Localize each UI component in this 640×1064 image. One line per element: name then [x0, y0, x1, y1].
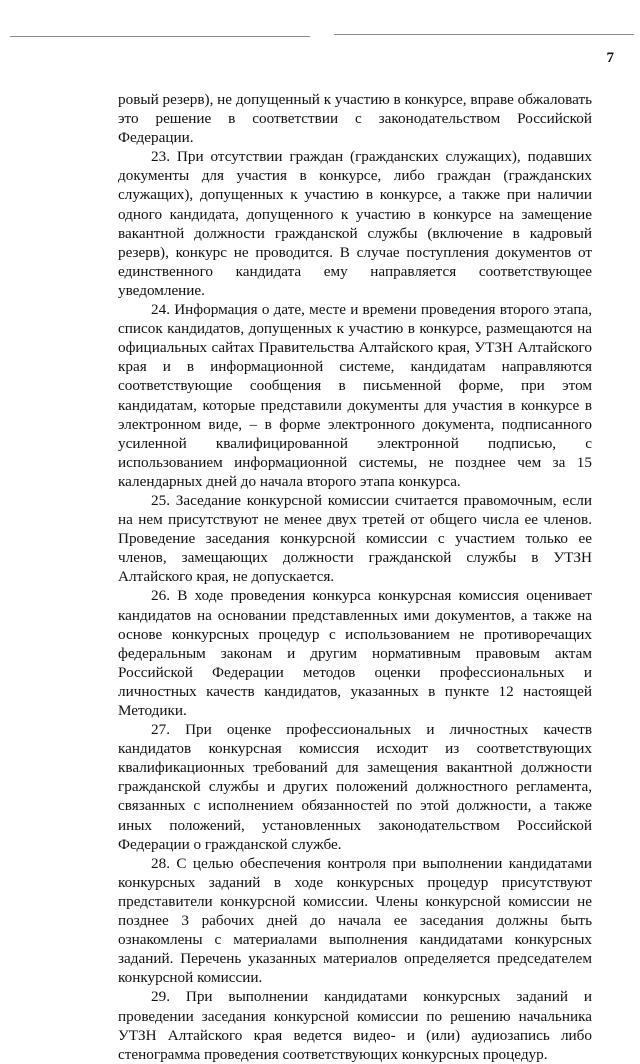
paragraph-26: 26. В ходе проведения конкурса конкурсная комиссия оценивает кандидатов на основании представленных ими документов, а также на основе конкурсных процедур с использованием не противоречащих федеральным законам и другим нормативным правовым актам Российской Федерации методов оценки профессиональных и личностных качеств кандидатов, указанных в пункте 12 настоящей Методики.	[118, 587, 592, 719]
paragraph-24: 24. Информация о дате, месте и времени проведения второго этапа, список кандидатов, допущенных к участию в конкурсе, размещаются на официальных сайтах Правительства Алтайского края, УТЗН Алтайского края и в информационной системе, кандидатам направляются соответствующие сообщения в письменной форме, при этом кандидатам, которые представили документы для участия в конкурсе в электронном виде, – в форме электронного документа, подписанного усиленной квалифицированной электронной подписью, с использованием информационной системы, не позднее чем за 15 календарных дней до начала второго этапа конкурса.	[118, 301, 592, 490]
document-body	[118, 90, 592, 1064]
paragraph-28: 28. С целью обеспечения контроля при выполнении кандидатами конкурсных заданий в ходе конкурсных процедур присутствуют представители конкурсной комиссии. Члены конкурсной комиссии не позднее 3 рабочих дней до начала ее заседания должны быть ознакомлены с материалами выполнения кандидатами конкурсных заданий. Перечень указанных материалов определяется председателем конкурсной комиссии.	[118, 854, 592, 987]
top-scan-line-right	[334, 34, 634, 35]
paragraph-27: 27. При оценке профессиональных и личностных качеств кандидатов конкурсная комиссия исходит из соответствующих квалификационных требований для замещения вакантной должности гражданской службы и других положений должностного регламента, связанных с исполнением обязанностей по этой должности, а также иных положений, установленных законодательством Российской Федерации о гражданской службе.	[118, 721, 592, 853]
paragraph-25: 25. Заседание конкурсной комиссии считается правомочным, если на нем присутствуют не менее двух третей от общего числа ее членов. Проведение заседания конкурсной комиссии с участием только ее членов, замещающих должности гражданской службы в УТЗН Алтайского края, не допускается.	[118, 491, 592, 586]
paragraph-23: 23. При отсутствии граждан (гражданских служащих), подавших документы для участия в конкурсе, либо граждан (гражданских служащих), допущенных к участию в конкурсе, а также при наличии одного кандидата, допущенного к участию в конкурсе на замещение вакантной должности гражданской службы (включение в кадровый резерв), конкурс не проводится. В случае поступления документов от единственного кандидата ему направляется соответствующее уведомление.	[118, 148, 592, 299]
page-number: 7	[606, 50, 614, 66]
paragraph-continuation: ровый резерв), не допущенный к участию в конкурсе, вправе обжаловать это решение в соответствии с законодательством Российской Федерации.	[118, 91, 593, 147]
paragraph-29: 29. При выполнении кандидатами конкурсных заданий и проведении заседания конкурсной комиссии по решению начальника УТЗН Алтайского края ведется видео- и (или) аудиозапись либо стенограмма проведения соответствующих конкурсных процедур.	[118, 988, 592, 1063]
top-scan-line-left	[10, 36, 310, 37]
